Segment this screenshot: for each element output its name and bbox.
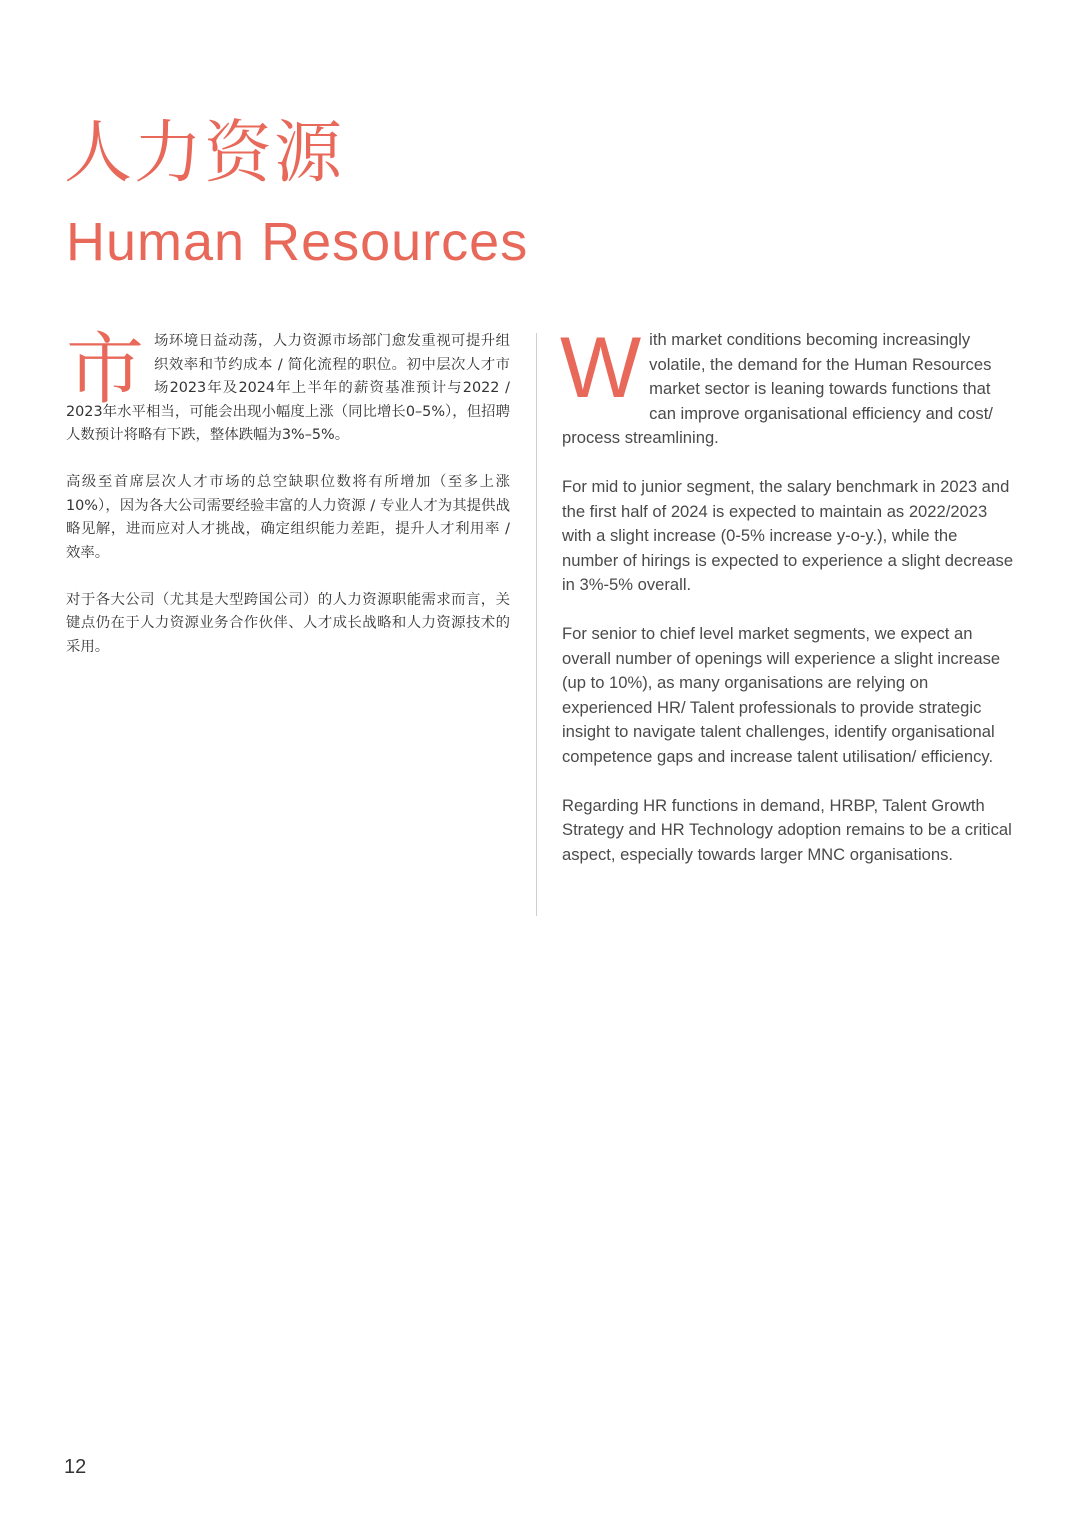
chinese-text-column	[66, 325, 510, 683]
english-paragraph-1	[560, 320, 1016, 451]
english-paragraph-1-text: ith market conditions becoming increasingly volatile, the demand for the Human Resources market sector is leaning towards functions that can improve organisational efficiency and cost/ process streamlining.	[562, 330, 993, 447]
chinese-paragraph-1-text: 场环境日益动荡，人力资源市场部门愈发重视可提升组织效率和节约成本 / 简化流程的职位。初中层次人才市场2023年及2024年上半年的薪资基准预计与2022 / 2023年水平相当，可能会出现小幅度上涨（同比增长0–5%），但招聘人数预计将略有下跌，整体跌幅为3%–5%。	[66, 333, 510, 443]
english-drop-cap: W	[560, 320, 642, 416]
chinese-paragraph-2: 高级至首席层次人才市场的总空缺职位数将有所增加（至多上涨10%），因为各大公司需要经验丰富的人力资源 / 专业人才为其提供战略见解，进而应对人才挑战，确定组织能力差距，提升人才利用率 / 效率。	[66, 474, 510, 561]
chinese-drop-cap: 市	[66, 325, 145, 415]
english-paragraph-3: For senior to chief level market segments, we expect an overall number of openings will experience a slight increase (up to 10%), as many organisations are relying on experienced HR/ Talent professionals to provide strategic insight to navigate talent challenges, identify organisational competence gaps and increase talent utilisation/ efficiency.	[562, 624, 1001, 766]
page-title-chinese: 人力资源	[64, 114, 345, 193]
page-title-english: Human Resources	[66, 212, 529, 272]
page-number: 12	[64, 1456, 87, 1478]
english-paragraph-2: For mid to junior segment, the salary benchmark in 2023 and the first half of 2024 is expected to maintain as 2022/2023 with a slight increase (0-5% increase y-o-y.), while the number of hirings is expected to experience a slight decrease in 3%-5% overall.	[562, 477, 1014, 594]
column-divider	[536, 333, 537, 916]
chinese-paragraph-3: 对于各大公司（尤其是大型跨国公司）的人力资源职能需求而言，关键点仍在于人力资源业务合作伙伴、人才成长战略和人力资源技术的采用。	[66, 591, 510, 655]
english-text-column	[560, 320, 1016, 892]
english-paragraph-4: Regarding HR functions in demand, HRBP, Talent Growth Strategy and HR Technology adoption remains to be a critical aspect, especially towards larger MNC organisations.	[562, 795, 1012, 864]
chinese-paragraph-1	[66, 325, 510, 448]
